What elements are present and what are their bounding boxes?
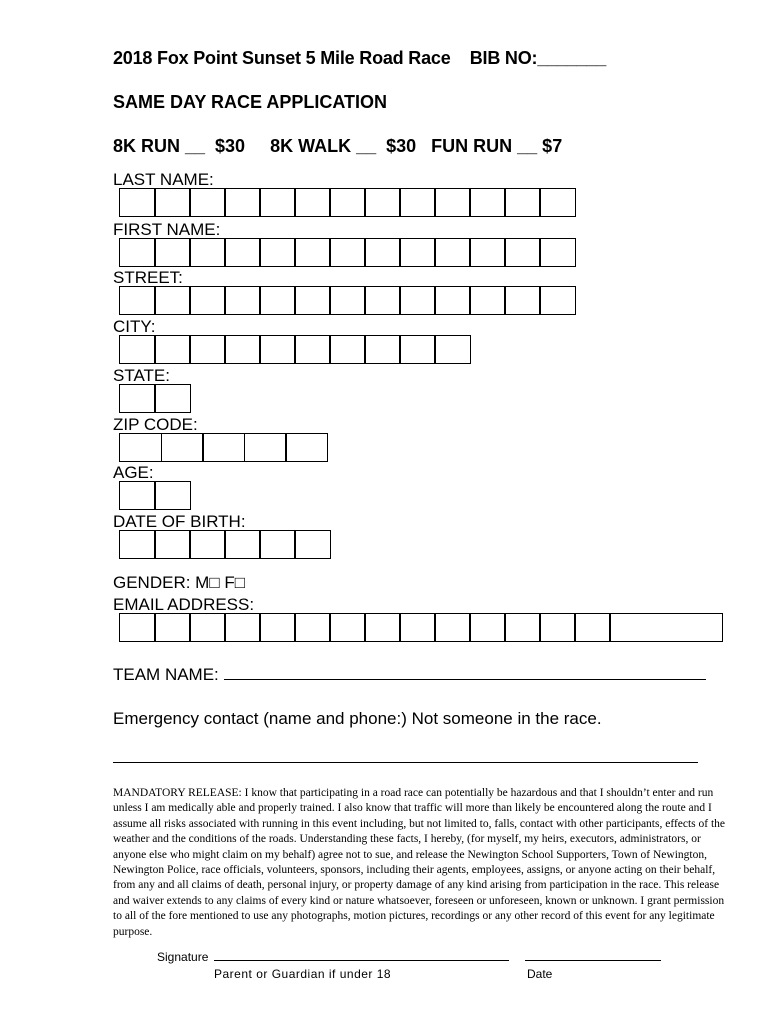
city-boxes[interactable]: [119, 335, 469, 364]
char-box[interactable]: [189, 188, 226, 217]
char-box[interactable]: [154, 481, 191, 510]
city-label: CITY:: [113, 317, 156, 336]
char-box[interactable]: [154, 286, 191, 315]
char-box[interactable]: [364, 613, 401, 642]
char-box[interactable]: [504, 286, 541, 315]
race-options: [113, 136, 562, 157]
char-box[interactable]: [154, 238, 191, 267]
char-box[interactable]: [294, 613, 331, 642]
char-box[interactable]: [119, 384, 156, 413]
char-box[interactable]: [434, 238, 471, 267]
signature-field[interactable]: Signature: [157, 950, 509, 964]
last-name-boxes[interactable]: [119, 188, 574, 217]
char-box[interactable]: [154, 613, 191, 642]
char-box[interactable]: [161, 433, 204, 462]
char-box[interactable]: [224, 286, 261, 315]
option-8k-walk[interactable]: 8K WALK __ $30: [270, 136, 417, 156]
char-box[interactable]: [364, 335, 401, 364]
char-box[interactable]: [259, 613, 296, 642]
zip-boxes[interactable]: [119, 433, 327, 462]
char-box[interactable]: [259, 188, 296, 217]
bib-number: BIB NO:_______: [469, 48, 607, 68]
char-box[interactable]: [434, 188, 471, 217]
char-box[interactable]: [119, 335, 156, 364]
last-name-label: LAST NAME:: [113, 170, 214, 189]
team-name-field[interactable]: TEAM NAME:: [113, 665, 706, 685]
char-box[interactable]: [399, 613, 436, 642]
char-box[interactable]: [539, 286, 576, 315]
team-name-line[interactable]: [224, 665, 706, 680]
char-box[interactable]: [294, 530, 331, 559]
char-box[interactable]: [329, 613, 366, 642]
emergency-contact-line[interactable]: [113, 762, 698, 763]
state-label: STATE:: [113, 366, 170, 385]
char-box[interactable]: [259, 335, 296, 364]
char-box[interactable]: [294, 188, 331, 217]
char-box[interactable]: [469, 286, 506, 315]
char-box[interactable]: [119, 433, 162, 462]
char-box[interactable]: [294, 286, 331, 315]
char-box[interactable]: [154, 188, 191, 217]
char-box[interactable]: [119, 238, 156, 267]
char-box[interactable]: [364, 188, 401, 217]
email-label: EMAIL ADDRESS:: [113, 595, 255, 614]
char-box[interactable]: [259, 286, 296, 315]
char-box[interactable]: [189, 238, 226, 267]
char-box[interactable]: [154, 335, 191, 364]
char-box[interactable]: [364, 286, 401, 315]
char-box[interactable]: [259, 238, 296, 267]
date-label: Date: [527, 967, 553, 981]
emergency-contact-label: Emergency contact (name and phone:) Not someone in the race.: [113, 709, 602, 728]
char-box[interactable]: [202, 433, 245, 462]
state-boxes[interactable]: [119, 384, 189, 413]
char-box[interactable]: [539, 188, 576, 217]
char-box[interactable]: [504, 613, 541, 642]
char-box[interactable]: [539, 238, 576, 267]
char-box[interactable]: [399, 188, 436, 217]
char-box[interactable]: [329, 238, 366, 267]
dob-label: DATE OF BIRTH:: [113, 512, 246, 531]
char-box[interactable]: [259, 530, 296, 559]
char-box[interactable]: [119, 286, 156, 315]
char-box[interactable]: [434, 286, 471, 315]
dob-boxes[interactable]: [119, 530, 329, 559]
char-box[interactable]: [504, 188, 541, 217]
char-box[interactable]: [469, 238, 506, 267]
char-box[interactable]: [119, 613, 156, 642]
char-box[interactable]: [189, 335, 226, 364]
char-box[interactable]: [329, 188, 366, 217]
char-box[interactable]: [399, 286, 436, 315]
char-box[interactable]: [224, 335, 261, 364]
char-box[interactable]: [224, 238, 261, 267]
signature-line[interactable]: [214, 951, 509, 961]
char-box-wide[interactable]: [609, 613, 723, 642]
char-box[interactable]: [434, 335, 471, 364]
char-box[interactable]: [574, 613, 611, 642]
char-box[interactable]: [434, 613, 471, 642]
zip-label: ZIP CODE:: [113, 415, 198, 434]
mandatory-release-text: MANDATORY RELEASE: I know that participating in a road race can potentially be hazardous and that I shouldn’t enter and run unless I am medically able and properly trained. I also know that traffic will more than likely be encountered along the route and I assume all risks associated with running in this event including, but not limited to, falls, contact with other participants, effects of the weather and the conditions of the roads. Understanding these facts, I hereby, (for myself, my heirs, executors, administrators, or anyone else who might claim on my behalf) agree not to sue, and release the Newington School Supporters, Town of Newington, Newington Police, race officials, volunteers, sponsors, including their agents, employees, assigns, or anyone acting on their behalf, from any and all claims of death, personal injury, or property damage of any kind arising from participation in the race. This release and waiver extends to any claims of every kind or nature whatsoever, foreseen or unforeseen, known or unknown. I grant permission to all of the fore mentioned to use any photographs, motion pictures, recordings or any other record of this event for any legitimate purpose.: [113, 787, 726, 938]
gender-field[interactable]: GENDER: M□ F□: [113, 573, 245, 592]
char-box[interactable]: [189, 286, 226, 315]
char-box[interactable]: [294, 335, 331, 364]
char-box[interactable]: [154, 530, 191, 559]
char-box[interactable]: [285, 433, 328, 462]
age-boxes[interactable]: [119, 481, 189, 510]
char-box[interactable]: [469, 613, 506, 642]
char-box[interactable]: [329, 335, 366, 364]
option-fun-run[interactable]: FUN RUN __ $7: [431, 136, 563, 156]
char-box[interactable]: [119, 481, 156, 510]
char-box[interactable]: [329, 286, 366, 315]
char-box[interactable]: [399, 335, 436, 364]
signature-sublabel: Parent or Guardian if under 18: [214, 967, 392, 981]
char-box[interactable]: [119, 530, 156, 559]
race-title: 2018 Fox Point Sunset 5 Mile Road Race BIB NO:_______: [113, 48, 607, 68]
char-box[interactable]: [224, 530, 261, 559]
option-8k-run[interactable]: 8K RUN __ $30: [113, 136, 246, 156]
char-box[interactable]: [154, 384, 191, 413]
first-name-label: FIRST NAME:: [113, 220, 221, 239]
char-box[interactable]: [224, 613, 261, 642]
char-box[interactable]: [244, 433, 287, 462]
street-boxes[interactable]: [119, 286, 574, 315]
age-label: AGE:: [113, 463, 154, 482]
first-name-boxes[interactable]: [119, 238, 574, 267]
char-box[interactable]: [189, 613, 226, 642]
date-line[interactable]: [525, 950, 661, 961]
char-box[interactable]: [364, 238, 401, 267]
char-box[interactable]: [119, 188, 156, 217]
char-box[interactable]: [469, 188, 506, 217]
char-box[interactable]: [224, 188, 261, 217]
char-box[interactable]: [539, 613, 576, 642]
street-label: STREET:: [113, 268, 183, 287]
char-box[interactable]: [504, 238, 541, 267]
form-subtitle: SAME DAY RACE APPLICATION: [113, 92, 388, 112]
char-box[interactable]: [294, 238, 331, 267]
email-boxes[interactable]: [119, 613, 722, 642]
char-box[interactable]: [189, 530, 226, 559]
char-box[interactable]: [399, 238, 436, 267]
